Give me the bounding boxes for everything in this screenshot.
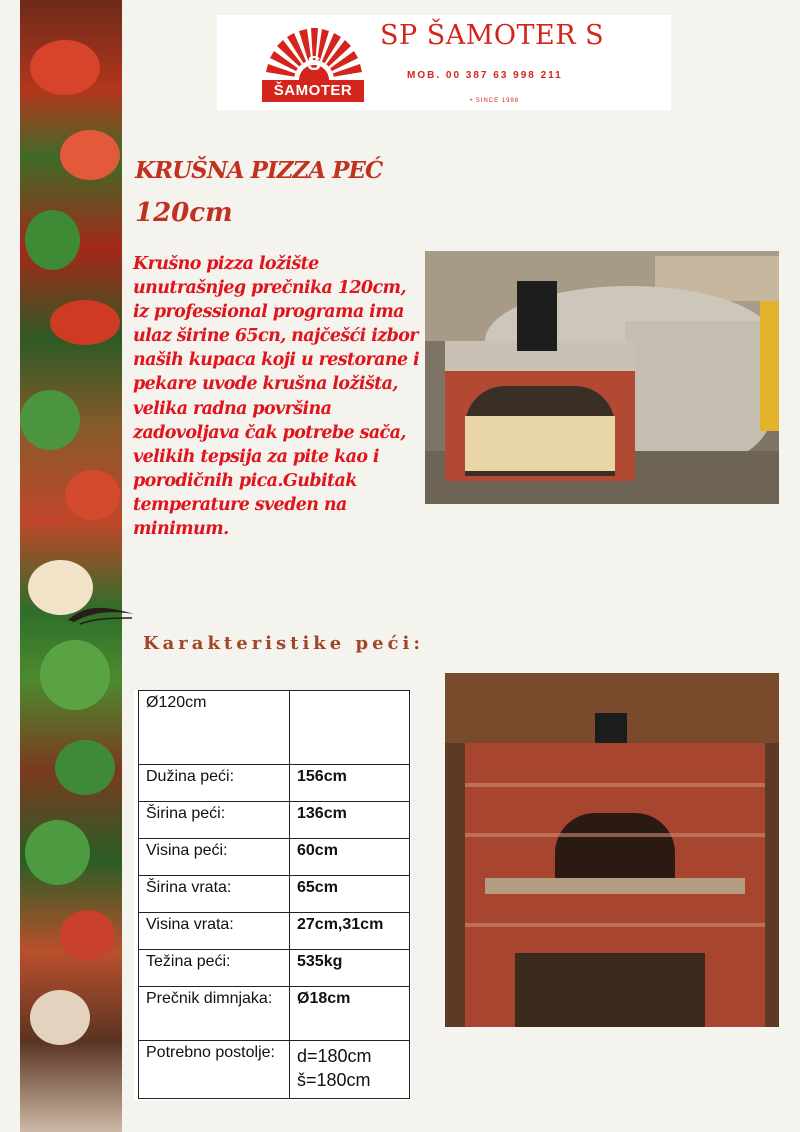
table-row — [139, 691, 410, 765]
product-size: 120cm — [135, 198, 233, 228]
table-row — [139, 1041, 410, 1099]
spec-value: Ø18cm — [290, 987, 410, 1041]
table-row — [139, 839, 410, 876]
diameter-cell: Ø120cm — [139, 691, 290, 765]
spec-label: Visina peći: — [139, 839, 290, 876]
spec-label: Prečnik dimnjaka: — [139, 987, 290, 1041]
table-row — [139, 913, 410, 950]
company-name: SP ŠAMOTER S — [380, 20, 605, 51]
spec-value-line: d=180cm — [297, 1046, 372, 1066]
spec-table — [138, 690, 410, 1099]
pizza-image-strip — [20, 0, 122, 1132]
since-text: • SINCE 1998 — [470, 98, 520, 104]
spec-label: Visina vrata: — [139, 913, 290, 950]
phone-number: MOB. 00 387 63 998 211 — [407, 70, 563, 81]
spec-value: 65cm — [290, 876, 410, 913]
table-cell-empty — [290, 691, 410, 765]
spec-label: Težina peći: — [139, 950, 290, 987]
table-row — [139, 765, 410, 802]
logo-letter: S — [307, 53, 321, 75]
spec-label: Dužina peći: — [139, 765, 290, 802]
product-description: Krušno pizza ložište unutrašnjeg prečnika 120cm, iz professional programa ima ulaz širine 65cn, najčešći izbor naših kupaca koji u restorane i pekare uvode krušna ložišta, velika radna površina zadovoljava čak potrebe sača, velikih tepsija za pite kao i porodičnih pica.Gubitak temperature sveden na minimum. — [133, 254, 420, 540]
spec-value: 60cm — [290, 839, 410, 876]
spec-label: Širina vrata: — [139, 876, 290, 913]
spec-value: 156cm — [290, 765, 410, 802]
spec-label: Potrebno postolje: — [139, 1041, 290, 1099]
table-row — [139, 802, 410, 839]
oven-photo-1 — [425, 251, 779, 504]
table-row — [139, 987, 410, 1041]
since-label: SINCE 1998 — [475, 98, 520, 104]
spec-value: 136cm — [290, 802, 410, 839]
spec-label: Širina peći: — [139, 802, 290, 839]
spec-value: 535kg — [290, 950, 410, 987]
spec-value-line: š=180cm — [297, 1070, 371, 1090]
swirl-divider-icon — [66, 602, 136, 626]
oven-photo-2 — [445, 673, 779, 1027]
specs-heading: Karakteristike peći: — [143, 633, 424, 654]
spec-value: 27cm,31cm — [290, 913, 410, 950]
table-row — [139, 950, 410, 987]
spec-value — [290, 1041, 410, 1099]
brand-badge: ŠAMOTER — [262, 80, 364, 102]
product-title: KRUŠNA PIZZA PEĆ — [135, 157, 383, 184]
table-row — [139, 876, 410, 913]
